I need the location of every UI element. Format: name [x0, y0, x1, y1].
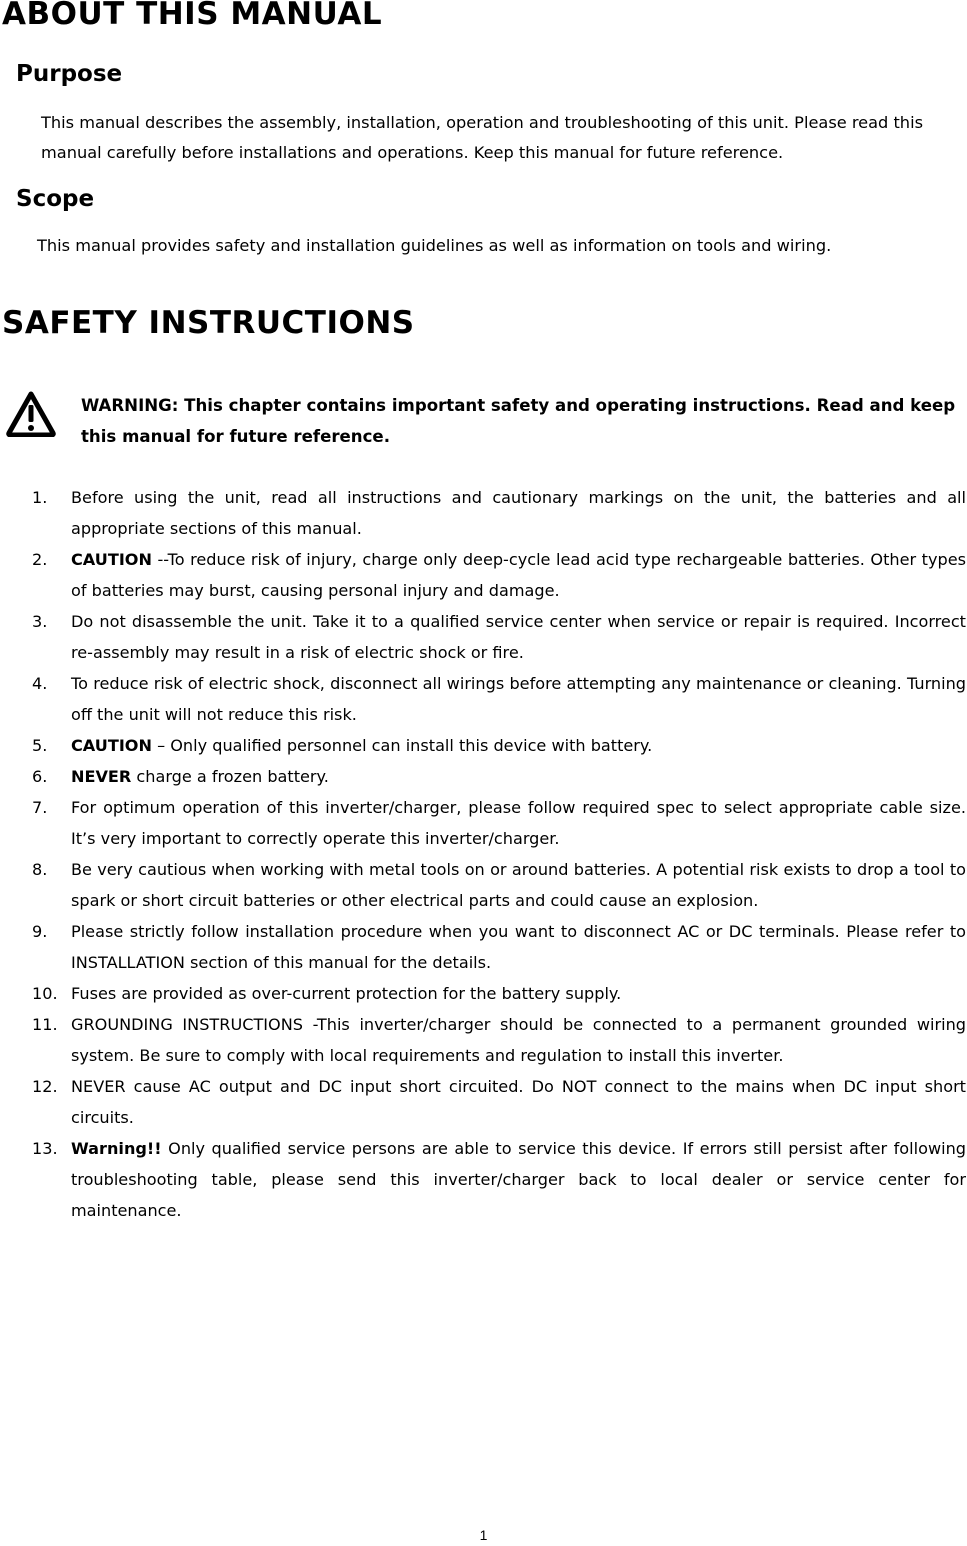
list-item-number: 13. — [32, 1139, 58, 1158]
list-item — [0, 668, 966, 730]
list-item — [0, 1009, 966, 1071]
list-item-text: To reduce risk of electric shock, disconnect all wirings before attempting any maintenance or cleaning. Turning off the unit will not reduce this risk. — [71, 674, 966, 724]
list-item — [0, 1071, 966, 1133]
list-item — [0, 482, 966, 544]
purpose-heading: Purpose — [16, 61, 123, 87]
list-item-text: NEVER cause AC output and DC input short circuited. Do NOT connect to the mains when DC input short circuits. — [71, 1077, 966, 1127]
about-title: ABOUT THIS MANUAL — [2, 0, 383, 32]
list-item — [0, 544, 966, 606]
list-item-number: 10. — [32, 984, 58, 1003]
scope-heading: Scope — [16, 186, 95, 212]
list-item — [0, 916, 966, 978]
list-item-number: 6. — [32, 767, 48, 786]
list-item-text: --To reduce risk of injury, charge only deep-cycle lead acid type rechargeable batteries. Other types of batteries may burst, causing personal injury and damage. — [71, 550, 966, 600]
list-item-number: 4. — [32, 674, 48, 693]
purpose-text: This manual describes the assembly, installation, operation and troubleshooting of this unit. Please read this manual carefully before installations and operations. Keep this manual for future reference. — [41, 113, 923, 162]
list-item-text: Do not disassemble the unit. Take it to a qualified service center when service or repair is required. Incorrect re-assembly may result in a risk of electric shock or fire. — [71, 612, 966, 662]
list-item-text: Only qualified service persons are able to service this device. If errors still persist after following troubleshooting table, please send this inverter/charger back to local dealer or service center for maintenance. — [71, 1139, 966, 1220]
list-item — [0, 761, 966, 792]
list-item-number: 5. — [32, 736, 48, 755]
list-item — [0, 854, 966, 916]
list-item — [0, 606, 966, 668]
list-item-number: 3. — [32, 612, 48, 631]
list-item-number: 11. — [32, 1015, 58, 1034]
scope-text: This manual provides safety and installation guidelines as well as information on tools and wiring. — [37, 236, 832, 255]
list-item-text: – Only qualified personnel can install this device with battery. — [151, 736, 653, 755]
safety-instructions-list — [0, 482, 967, 1226]
list-item-text: For optimum operation of this inverter/charger, please follow required spec to select appropriate cable size. It’s very important to correctly operate this inverter/charger. — [71, 798, 966, 848]
list-item — [0, 792, 966, 854]
list-item-number: 2. — [32, 550, 48, 569]
list-item-text: Please strictly follow installation procedure when you want to disconnect AC or DC terminals. Please refer to INSTALLATION section of this manual for the details. — [71, 922, 966, 972]
list-item-lead: CAUTION — [71, 550, 152, 569]
list-item-number: 8. — [32, 860, 48, 879]
list-item-text: GROUNDING INSTRUCTIONS -This inverter/charger should be connected to a permanent grounded wiring system. Be sure to comply with local requirements and regulation to install this inverter. — [71, 1015, 966, 1065]
list-item-lead: CAUTION — [71, 736, 152, 755]
list-item-number: 1. — [32, 488, 48, 507]
list-item-number: 12. — [32, 1077, 58, 1096]
safety-title: SAFETY INSTRUCTIONS — [2, 305, 415, 341]
list-item-text: Fuses are provided as over-current protection for the battery supply. — [71, 984, 622, 1003]
list-item-number: 7. — [32, 798, 48, 817]
list-item-text: Before using the unit, read all instructions and cautionary markings on the unit, the batteries and all appropriate sections of this manual. — [71, 488, 966, 538]
page-number: 1 — [479, 1527, 488, 1543]
list-item — [0, 978, 966, 1009]
list-item-lead: Warning!! — [71, 1139, 162, 1158]
warning-text: WARNING: This chapter contains important safety and operating instructions. Read and keep this manual for future reference. — [81, 396, 956, 446]
list-item-lead: NEVER — [71, 767, 132, 786]
warning-triangle-icon — [6, 391, 56, 437]
list-item-text: charge a frozen battery. — [131, 767, 329, 786]
list-item — [0, 1133, 966, 1226]
list-item-text: Be very cautious when working with metal tools on or around batteries. A potential risk exists to drop a tool to spark or short circuit batteries or other electrical parts and could cause an explosion. — [71, 860, 966, 910]
list-item-number: 9. — [32, 922, 48, 941]
list-item — [0, 730, 966, 761]
